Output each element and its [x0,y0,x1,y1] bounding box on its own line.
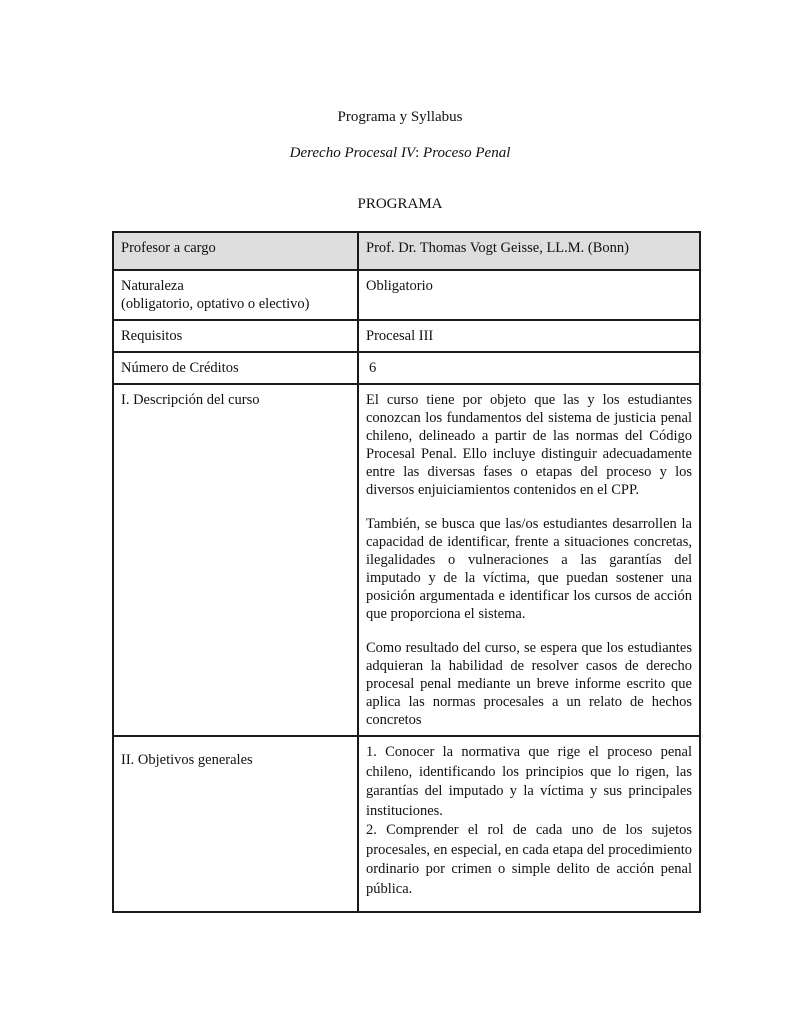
objective-item: 1. Conocer la normativa que rige el proceso penal chileno, identificando los principios que lo rigen, las garantías del imputado y la víctima y sus principales instituciones. [366,744,692,819]
description-value [358,384,700,736]
nature-label-cell [113,270,358,320]
course-subtitle-sep: : [415,145,424,161]
objectives-label: II. Objetivos generales [113,736,358,912]
table-row-professor [113,232,700,270]
nature-value: Obligatorio [358,270,700,320]
nature-label-sub: (obligatorio, optativo o electivo) [121,296,310,312]
objectives-value [358,736,700,912]
professor-label: Profesor a cargo [113,232,358,270]
document-title: Programa y Syllabus [337,109,463,125]
table-row-credits [113,352,700,384]
table-row-nature [113,270,700,320]
credits-number: 6 [369,360,377,376]
program-table [112,231,701,913]
table-row-objectives [113,736,700,912]
description-paragraph: El curso tiene por objeto que las y los estudiantes conozcan los fundamentos del sistema de justicia penal chileno, delineado a partir de las normas del Código Procesal Penal. Ello incluye distinguir adecuadamente entre las diversas fases o etapas del proceso y los diversos enjuiciamientos contenidos en el CPP. [366,392,692,498]
requirements-value: Procesal III [358,320,700,352]
nature-label: Naturaleza [121,278,184,294]
table-row-description [113,384,700,736]
table-row-requirements [113,320,700,352]
course-subtitle-part2: Proceso Penal [423,145,511,161]
section-heading: PROGRAMA [357,196,443,212]
requirements-label: Requisitos [113,320,358,352]
course-subtitle [0,145,800,162]
objective-item: 2. Comprender el rol de cada uno de los sujetos procesales, en especial, en cada etapa del procedimiento ordinario por crimen o simple delito de acción penal pública. [366,822,692,897]
credits-value [358,352,700,384]
description-paragraph: También, se busca que las/os estudiantes desarrollen la capacidad de identificar, frente a situaciones concretas, ilegalidades o vulneraciones a las garantías del imputado y de la víctima, que puedan sostener una posición argumentada e identificar los cursos de acción que proporciona el sistema. [366,516,692,622]
professor-value: Prof. Dr. Thomas Vogt Geisse, LL.M. (Bonn) [358,232,700,270]
description-label: I. Descripción del curso [113,384,358,736]
credits-label: Número de Créditos [113,352,358,384]
description-paragraph: Como resultado del curso, se espera que los estudiantes adquieran la habilidad de resolver casos de derecho procesal penal mediante un breve informe escrito que aplica las normas procesales a un relato de hechos concretos [366,640,692,728]
course-subtitle-part1: Derecho Procesal IV [289,145,416,161]
